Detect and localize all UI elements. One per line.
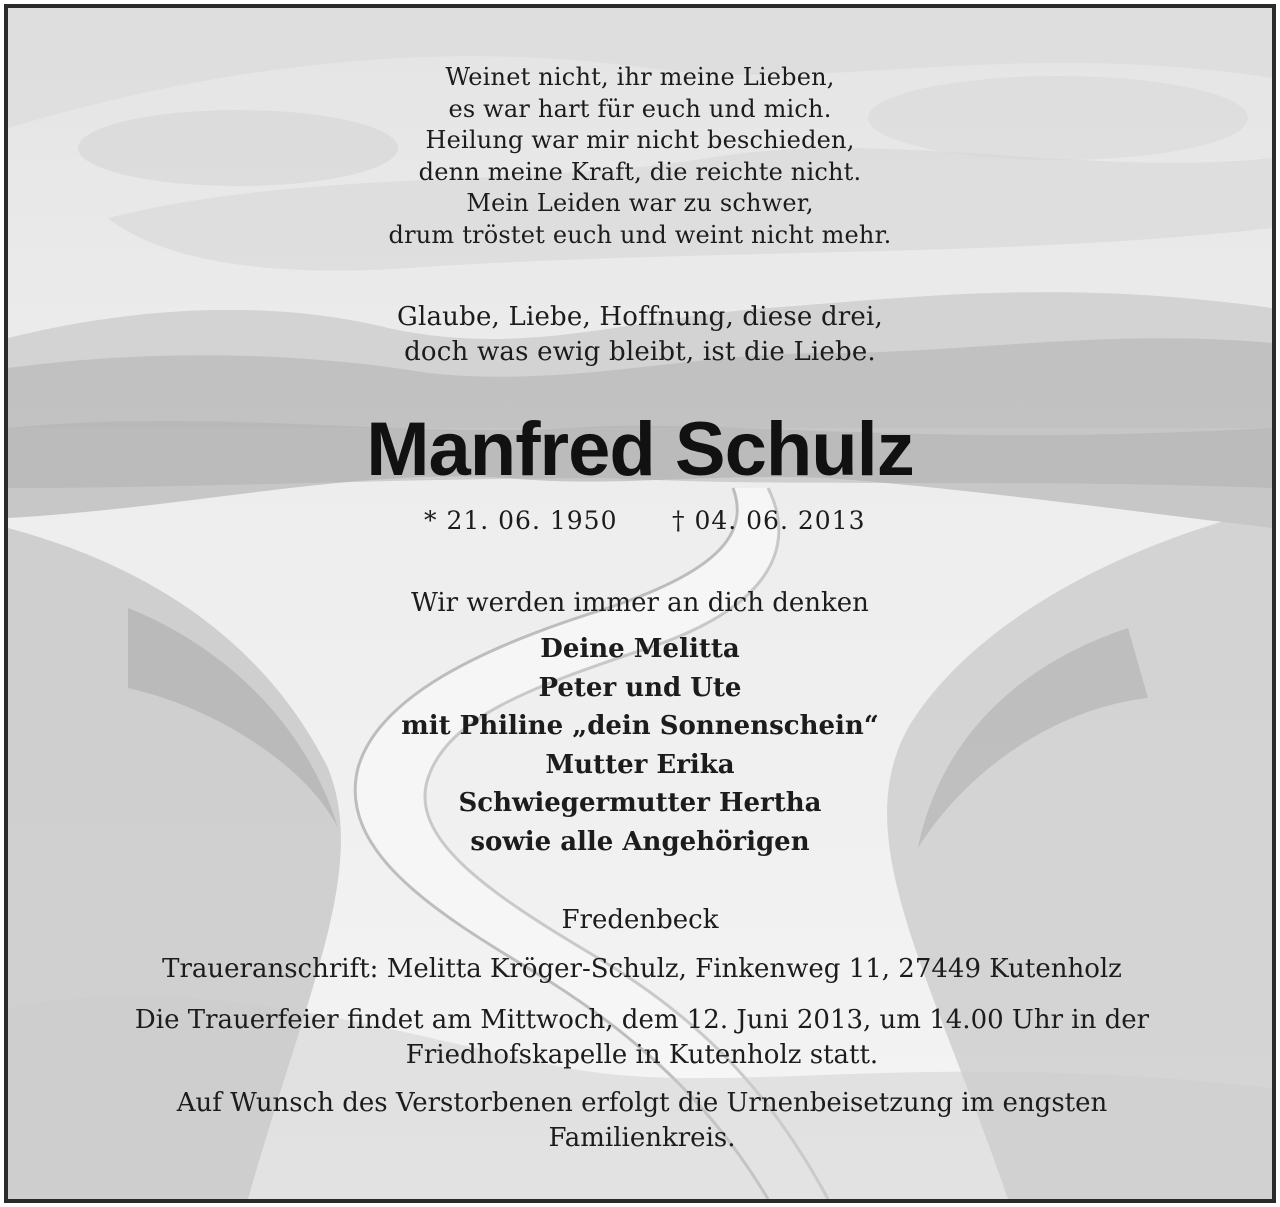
verse-line: Heilung war mir nicht beschieden,	[425, 126, 855, 154]
verse-line: Glaube, Liebe, Hoffnung, diese drei,	[397, 302, 883, 332]
obituary-notice	[4, 4, 1276, 1203]
place-name: Fredenbeck	[561, 905, 719, 935]
poem-verse-2	[8, 300, 1272, 370]
family-member: Deine Melitta	[540, 634, 740, 664]
deceased-name: Manfred Schulz	[366, 407, 914, 492]
poem-verse-1	[8, 62, 1272, 251]
family-list	[8, 630, 1272, 861]
verse-line: es war hart für euch und mich.	[448, 94, 832, 123]
family-member: Schwiegermutter Hertha	[458, 788, 822, 818]
burial-info: Auf Wunsch des Verstorbenen erfolgt die Urnenbeisetzung im engsten Familienkreis.	[176, 1088, 1108, 1153]
verse-line: Weinet nicht, ihr meine Lieben,	[445, 63, 835, 91]
remembrance-line: Wir werden immer an dich denken	[411, 588, 869, 618]
family-member: sowie alle Angehörigen	[470, 826, 810, 857]
verse-line: denn meine Kraft, die reichte nicht.	[418, 157, 862, 186]
verse-line: Mein Leiden war zu schwer,	[466, 189, 814, 217]
family-member: mit Philine „dein Sonnenschein“	[401, 711, 879, 741]
notice-content	[8, 8, 1272, 1199]
verse-line: doch was ewig bleibt, ist die Liebe.	[404, 337, 876, 367]
verse-line: drum tröstet euch und weint nicht mehr.	[388, 220, 892, 249]
family-member: Peter und Ute	[538, 672, 742, 703]
funeral-ceremony-info: Die Trauerfeier findet am Mittwoch, dem 12. Juni 2013, um 14.00 Uhr in der Friedhofskapelle in Kutenholz statt.	[134, 1005, 1150, 1070]
mourning-address: Traueranschrift: Melitta Kröger-Schulz, Finkenweg 11, 27449 Kutenholz	[162, 954, 1122, 984]
birth-date: * 21. 06. 1950	[424, 506, 618, 535]
death-date: † 04. 06. 2013	[672, 506, 866, 535]
family-member: Mutter Erika	[545, 749, 735, 780]
